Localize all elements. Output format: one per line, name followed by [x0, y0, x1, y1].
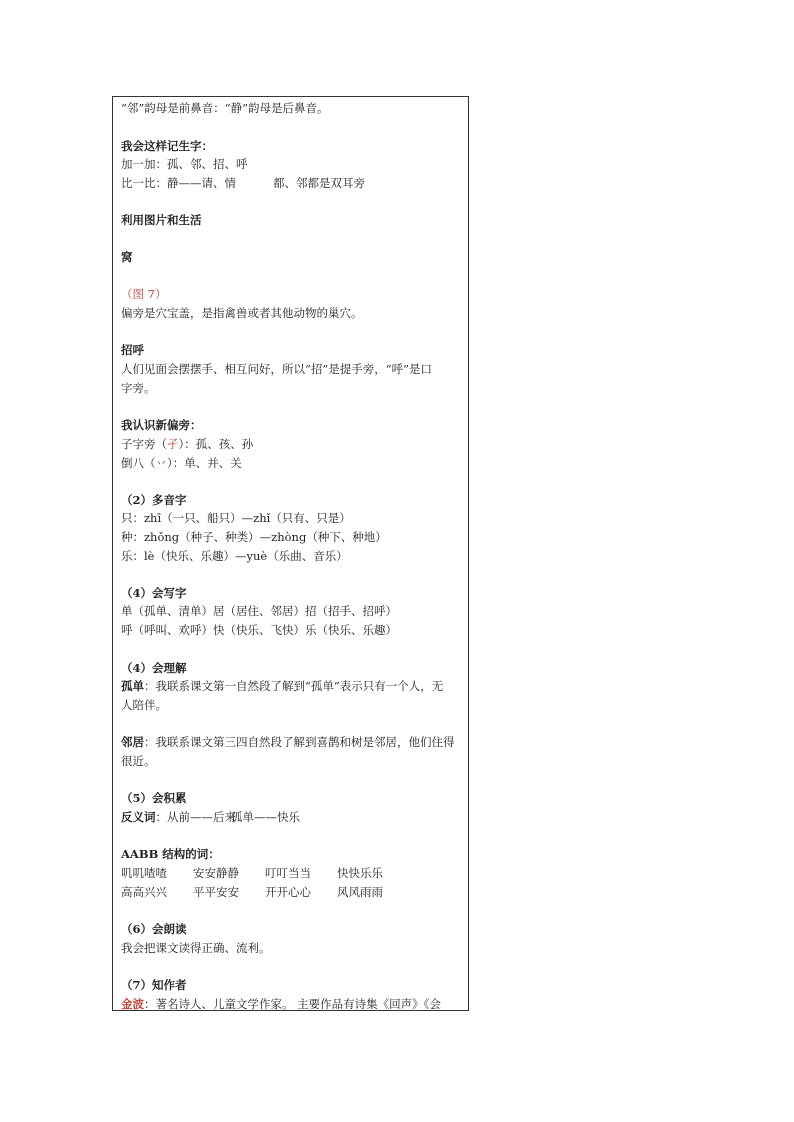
- compare-line: [121, 176, 461, 190]
- text-line: 加一加：孤、邻、招、呼: [121, 157, 248, 171]
- figure-label: 图 7: [132, 287, 155, 301]
- radical-line: 倒八（丷）：单、并、关: [121, 456, 242, 470]
- section-heading: （5）会积累: [121, 791, 187, 805]
- compare-left: 比一比：静——请、情: [121, 176, 236, 190]
- text-line: 乐：lè（快乐、乐趣）—yuè（乐曲、音乐）: [121, 549, 348, 563]
- radical-glyph: 丷: [155, 456, 167, 470]
- text-line: 我会把课文读得正确、流利。: [121, 941, 271, 955]
- section-heading: 利用图片和生活: [121, 213, 202, 227]
- section-heading: （2）多音字: [121, 493, 187, 507]
- radical-line: 子字旁（孑）：孤、孩、孙: [121, 437, 254, 451]
- section-heading: 我会这样记生字：: [121, 139, 213, 153]
- section-heading: （4）会理解: [121, 661, 187, 675]
- term: 邻居: [121, 735, 144, 749]
- section-heading: AABB 结构的词：: [121, 847, 220, 861]
- section-heading: （6）会朗读: [121, 922, 187, 936]
- text-line: 人们见面会摆摆手、相互问好，所以“招”是提手旁，“呼”是口: [121, 362, 433, 376]
- text-line: “邻”韵母是前鼻音：“静”韵母是后鼻音。: [121, 101, 329, 115]
- author-line: 金波：著名诗人、儿童文学作家。 主要作品有诗集《回声》《会: [121, 997, 441, 1011]
- section-heading: 我认识新偏旁：: [121, 418, 202, 432]
- term: 孤单: [121, 679, 144, 693]
- text-line: 单（孤单、清单）居（居住、邻居）招（招手、招呼）: [121, 604, 397, 618]
- definition-line: 邻居：我联系课文第三四自然段了解到喜鹊和树是邻居，他们住得: [121, 735, 455, 749]
- author-name: 金波: [121, 997, 144, 1011]
- text-line: 人陪伴。: [121, 698, 167, 712]
- text-line: 字旁。: [121, 381, 156, 395]
- text-line: 只：zhī（一只、船只）—zhǐ（只有、只是）: [121, 511, 351, 525]
- content-cell: “邻”韵母是前鼻音：“静”韵母是后鼻音。 我会这样记生字： 加一加：孤、邻、招、呼 比一比：静——请、情 都、邻都是双耳旁 利用图片和生活 窝 （图 7） 偏旁是穴宝盖，是指禽兽或者其他动物的巢穴。 招呼 人们见面会摆摆手、相互问好，所以“招”是提手旁，“呼”是口 字旁。 我认识新偏旁： 子字旁（孑）：孤、孩、孙 倒八（丷）：单、并、关 （2）多音字 只：zhī（一只、船只）—zhǐ（只有、只是） 种：zhǒng（种子、种类）—zhòng（种下、种地） 乐：lè（快乐、乐趣）—yuè（乐曲、音乐） （4）会写字 单（孤单、清单）居（居住、邻居）招（招手、招呼） 呼（呼叫、欢呼）快（快乐、飞快）乐（快乐、乐趣） （4）会理解 孤单：我联系课文第一自然段了解到“孤单”表示只有一个人，无 人陪伴。 邻居：我联系课文第三四自然段了解到喜鹊和树是邻居，他们住得 很近。 （5）会积累 反义词：从前——后来 孤单——快乐 AABB 结构的词： 叽叽喳喳 安安静静 叮叮当当 快快乐乐 高高兴兴 平平安安 开开心心 风风雨雨 （6）会朗读 我会把课文读得正确、流利。 （7）知作者 金波：著名诗人、儿童文学作家。 主要作品有诗集《回声》《会: [112, 96, 469, 1011]
- text-line: 偏旁是穴宝盖，是指禽兽或者其他动物的巢穴。: [121, 306, 363, 320]
- definition-line: 孤单：我联系课文第一自然段了解到“孤单”表示只有一个人，无: [121, 679, 444, 693]
- text-line: 很近。: [121, 754, 156, 768]
- compare-right: 都、邻都是双耳旁: [273, 176, 365, 190]
- text-line: 呼（呼叫、欢呼）快（快乐、飞快）乐（快乐、乐趣）: [121, 623, 397, 637]
- text-line: 种：zhǒng（种子、种类）—zhòng（种下、种地）: [121, 530, 387, 544]
- term: 反义词: [121, 810, 156, 824]
- antonym-line: 反义词：从前——后来 孤单——快乐: [121, 810, 300, 824]
- section-heading: （7）知作者: [121, 978, 187, 992]
- section-heading: 招呼: [121, 343, 144, 357]
- radical-glyph: 孑: [167, 437, 179, 451]
- section-heading: 窝: [121, 250, 133, 264]
- section-heading: （4）会写字: [121, 586, 187, 600]
- figure-ref: （图 7）: [121, 287, 167, 301]
